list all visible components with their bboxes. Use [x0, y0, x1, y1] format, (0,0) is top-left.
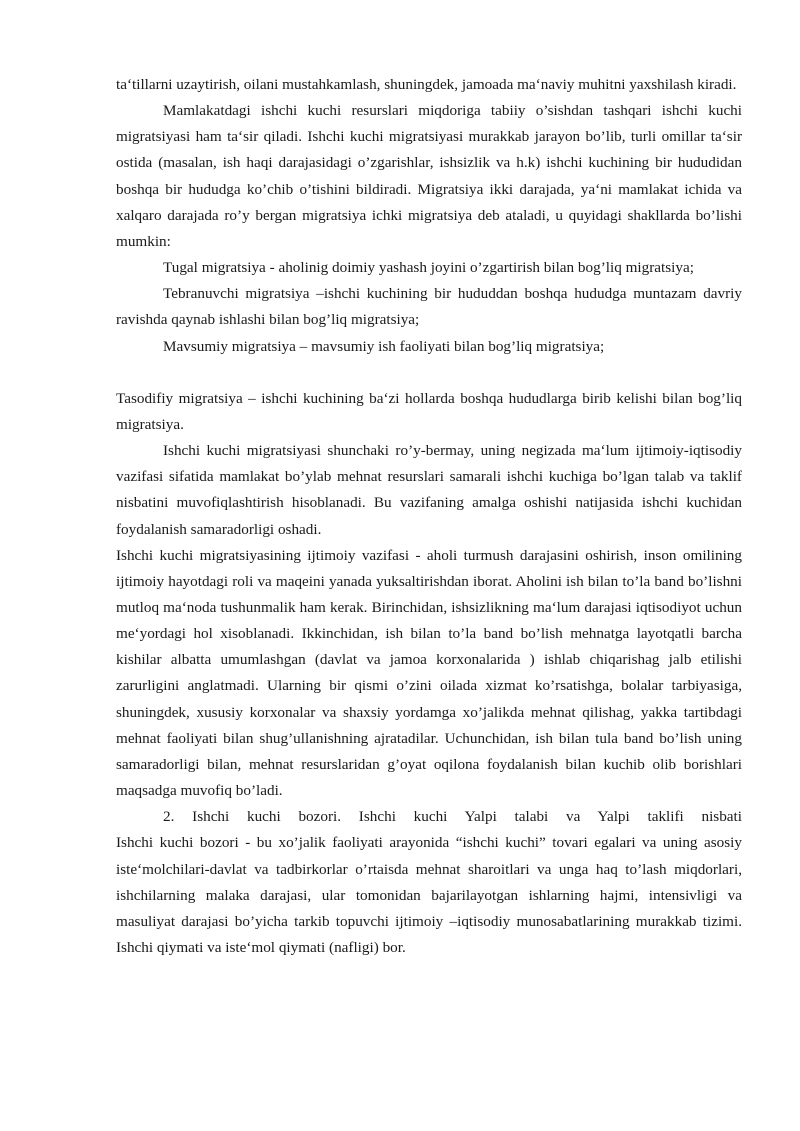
- paragraph: Ishchi kuchi migratsiyasining ijtimoiy vazifasi - aholi turmush darajasini oshirish, inson omilining ijtimoiy hayotdagi roli va maqeini yanada yuksaltirishdan iborat. Aholini ish bilan to’la band bo’lishni mutloq ma‘noda tushunmalik ham kerak. Birinchidan, ishsizlikning ma‘lum darajasi iqtisodiyot uchun me‘yordagi hol xisoblanadi. Ikkinchidan, ish bilan to’la band bo’lish mehnatga layotqatli barcha kishilar albatta umumlashgan (davlat va jamoa korxonalarida ) ishlab chiqarishag jalb etilishi zarurligini anglatmadi. Ularning bir qismi o’zini oilada xizmat ko’rsatishga, bolalar tarbiyasiga, shuningdek, xususiy korxonalar va shaxsiy yordamga xo’jalikda mehnat qilishag, yakka tartibdagi mehnat faoliyati bilan shug’ullanishning ajratadilar. Uchunchidan, ish bilan tula band bo’lish uning samaradorligi bilan, mehnat resurslaridan g’oyat oqilona foydalanish bilan kuchib olib borishlari maqsadga muvofiq bo’ladi.: [116, 546, 742, 800]
- paragraph: ta‘tillarni uzaytirish, oilani mustahkamlash, shuningdek, jamoada ma‘naviy muhitni yaxshilash kiradi.: [116, 76, 737, 93]
- paragraph: Ishchi kuchi migratsiyasi shunchaki ro’y-bermay, uning negizada ma‘lum ijtimoiy-iqtisodiy vazifasi sifatida mamlakat bo’ylab mehnat resurslari samarali ishchi kuchiga bo’lgan talab va taklif nisbatini muvofiqlashtirish hisoblanadi. Bu vazifaning amalga oshishi natijasida ishchi kuchidan foydalanish samaradorligi oshadi.: [116, 442, 742, 538]
- list-item: Mavsumiy migratsiya – mavsumiy ish faoliyati bilan bog’liq migratsiya;: [163, 337, 605, 355]
- section-heading: 2. Ishchi kuchi bozori. Ishchi kuchi Yalpi talabi va Yalpi taklifi nisbati: [163, 808, 742, 826]
- list-item: Tasodifiy migratsiya – ishchi kuchining ba‘zi hollarda boshqa hududlarga birib kelishi bilan bog’liq migratsiya.: [116, 389, 742, 433]
- document-body: [116, 72, 742, 961]
- list-item: Tugal migratsiya - aholinig doimiy yashash joyini o’zgartirish bilan bog’liq migratsiya;: [163, 259, 694, 277]
- paragraph: Ishchi kuchi bozori - bu xo’jalik faoliyati arayonida “ishchi kuchi” tovari egalari va uning asosiy iste‘molchilari-davlat va tadbirkorlar o’rtaisda mehnat sharoitlari va unga haq to’lash miqdorlari, ishchilarning malaka darajasi, ular tomonidan bajarilayotgan ishlarning hajmi, intensivligi va masuliyat darajasi bo’yicha tarkib topuvchi ijtimoiy –iqtisodiy munosabatlarining murakkab tizimi. Ishchi qiymati va iste‘mol qiymati (nafligi) bor.: [116, 834, 742, 956]
- blank-line: [116, 360, 742, 386]
- paragraph: Mamlakatdagi ishchi kuchi resurslari miqdoriga tabiiy o’sishdan tashqari ishchi kuchi migratsiyasi ham ta‘sir qiladi. Ishchi kuchi migratsiyasi murakkab jarayon bo’lib, turli omillar ta‘sir ostida (masalan, ish haqi darajasidagi o’zgarishlar, ishsizlik va h.k) ishchi kuchining bir hududidan boshqa bir hududga ko’chib o’tishini bildiradi. Migratsiya ikki darajada, ya‘ni mamlakat ichida va xalqaro darajada ro’y bergan migratsiya ichki migratsiya deb ataladi, u quyidagi shakllarda bo’lishi mumkin:: [116, 102, 742, 250]
- list-item: Tebranuvchi migratsiya –ishchi kuchining bir hududdan boshqa hududga muntazam davriy ravishda qaynab ishlashi bilan bog’liq migratsiya;: [116, 285, 742, 329]
